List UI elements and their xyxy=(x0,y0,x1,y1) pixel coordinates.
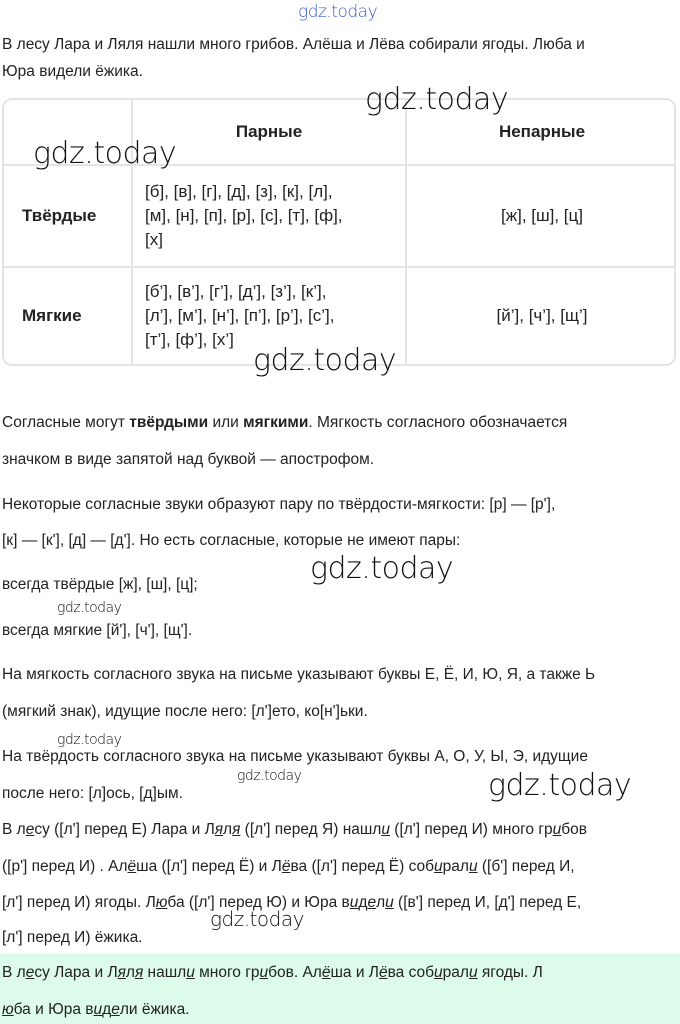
marked-letter: ё xyxy=(378,964,388,981)
text-segment: ша и Л xyxy=(330,964,379,981)
text-line xyxy=(2,748,588,766)
soft-unpaired-cell: [й’], [ч’], [щ’] xyxy=(496,306,588,325)
watermark: gdz.today xyxy=(210,907,304,931)
text-segment: В лесу Лара и Ляля нашли много грибов. Алёша и Лёва собирали ягоды. Люба и xyxy=(2,36,585,53)
text-segment: ягоды. Л xyxy=(477,964,543,981)
text-line xyxy=(2,451,374,469)
text-segment: [л'] перед И) ёжика. xyxy=(2,929,143,946)
hard-unpaired-cell: [ж], [ш], [ц] xyxy=(501,206,583,225)
marked-letter: е xyxy=(25,964,35,981)
bold-text: твёрдыми xyxy=(129,414,209,431)
text-line xyxy=(2,929,143,947)
watermark: gdz.today xyxy=(365,82,509,117)
text-segment: В л xyxy=(2,964,26,981)
text-line xyxy=(2,496,555,514)
text-line xyxy=(2,666,595,684)
marked-letter: и xyxy=(552,821,562,838)
text-segment: всегда твёрдые [ж], [ш], [ц]; xyxy=(2,576,198,593)
text-line xyxy=(2,785,183,803)
text-segment: много гр xyxy=(194,964,260,981)
marked-letter: е xyxy=(367,894,377,911)
text-line xyxy=(2,622,192,640)
text-segment: ва соб xyxy=(387,964,435,981)
text-segment: ([в'] перед И, [д'] перед Е, xyxy=(393,894,582,911)
text-segment: ша ([л'] перед Ё) и Л xyxy=(136,858,282,875)
text-segment: су ([л'] перед Е) Лара и Л xyxy=(34,821,215,838)
text-segment: ли ёжика. xyxy=(119,1001,190,1018)
text-segment: [л'] перед И) ягоды. Л xyxy=(2,894,156,911)
text-segment: ба ([л'] перед Ю) и Юра в xyxy=(167,894,350,911)
text-segment: ([р'] перед И) . Ал xyxy=(2,858,128,875)
text-line: [х] xyxy=(145,230,163,249)
marked-letter: я xyxy=(117,964,126,981)
marked-letter: и xyxy=(349,894,359,911)
text-segment: . Мягкость согласного обозначается xyxy=(308,414,568,431)
text-line: [л’], [м’], [н’], [п’], [р’], [с’], xyxy=(145,306,335,325)
text-line: [б’], [в’], [г’], [д’], [з’], [к’], xyxy=(145,282,327,301)
text-segment: су Лара и Л xyxy=(34,964,118,981)
marked-letter: я xyxy=(134,964,144,981)
watermark: gdz.today xyxy=(298,2,378,22)
text-segment: Некоторые согласные звуки образуют пару по твёрдости-мягкости: [р] — [р'], xyxy=(2,496,556,513)
text-line: [б], [в], [г], [д], [з], [к], [л], xyxy=(145,182,333,201)
bold-text: мягкими xyxy=(243,414,309,431)
marked-letter: и xyxy=(259,964,269,981)
marked-letter: и xyxy=(186,964,195,981)
watermark: gdz.today xyxy=(33,136,177,171)
text-segment: ба и Юра в xyxy=(13,1001,94,1018)
text-line xyxy=(2,63,143,81)
marked-letter: ё xyxy=(281,858,291,875)
marked-letter: и xyxy=(381,821,390,838)
watermark: gdz.today xyxy=(310,551,454,586)
text-segment: ва ([л'] перед Ё) соб xyxy=(290,858,435,875)
text-segment: или xyxy=(208,414,244,431)
text-segment: ([л'] перед Я) нашл xyxy=(240,821,382,838)
watermark: gdz.today xyxy=(57,732,122,748)
text-line xyxy=(2,576,198,594)
text-segment: после него: [л]ось, [д]ым. xyxy=(2,785,183,802)
header-unpaired: Непарные xyxy=(498,122,586,141)
text-segment: д xyxy=(358,894,368,911)
marked-letter: и xyxy=(468,964,478,981)
text-line xyxy=(2,964,543,982)
marked-letter: и xyxy=(468,858,478,875)
text-segment: л xyxy=(125,964,135,981)
text-segment: л xyxy=(376,894,386,911)
text-segment: Юра видели ёжика. xyxy=(2,63,143,80)
text-segment: значком в виде запятой над буквой — апострофом. xyxy=(2,451,375,468)
text-segment: рал xyxy=(442,858,469,875)
marked-letter: ю xyxy=(155,894,168,911)
text-line xyxy=(2,821,587,839)
text-segment: В л xyxy=(2,821,26,838)
text-segment: бов xyxy=(561,821,587,838)
text-segment: нашл xyxy=(143,964,187,981)
text-line: [т’], [ф’], [х’] xyxy=(145,330,234,349)
marked-letter: и xyxy=(93,1001,103,1018)
marked-letter: я xyxy=(214,821,224,838)
watermark: gdz.today xyxy=(57,600,122,616)
text-segment: На мягкость согласного звука на письме указывают буквы Е, Ё, И, Ю, Я, а также Ь xyxy=(2,666,596,683)
hard-paired-cell xyxy=(133,166,405,266)
text-segment: Согласные могут xyxy=(2,414,130,431)
text-segment: На твёрдость согласного звука на письме указывают буквы А, О, У, Ы, Э, идущие xyxy=(2,748,588,765)
text-line xyxy=(2,1001,190,1019)
text-line: [м], [н], [п], [р], [с], [т], [ф], xyxy=(145,206,343,225)
marked-letter: и xyxy=(434,964,443,981)
text-line xyxy=(2,532,460,550)
marked-letter: ю xyxy=(2,1001,14,1018)
marked-letter: ё xyxy=(321,964,331,981)
row-label-hard: Твёрдые xyxy=(22,206,97,225)
text-segment: рал xyxy=(442,964,469,981)
marked-letter: е xyxy=(111,1001,120,1018)
header-paired: Парные xyxy=(235,122,303,141)
text-segment: ([б'] перед И, xyxy=(477,858,575,875)
text-line xyxy=(2,703,368,721)
marked-letter: и xyxy=(385,894,394,911)
text-segment: [к] — [к'], [д] — [д']. Но есть согласные, которые не имеют пары: xyxy=(2,532,461,549)
marked-letter: ё xyxy=(127,858,137,875)
text-segment: всегда мягкие [й'], [ч'], [щ']. xyxy=(2,622,193,639)
marked-letter: и xyxy=(434,858,443,875)
text-segment: бов. Ал xyxy=(268,964,322,981)
marked-letter: е xyxy=(25,821,35,838)
watermark: gdz.today xyxy=(237,768,302,784)
watermark: gdz.today xyxy=(253,343,397,378)
text-segment: д xyxy=(102,1001,112,1018)
text-line xyxy=(2,858,575,876)
text-line xyxy=(2,36,585,54)
watermark: gdz.today xyxy=(488,768,632,803)
text-line xyxy=(2,414,567,432)
marked-letter: я xyxy=(232,821,241,838)
row-label-soft: Мягкие xyxy=(22,306,82,325)
text-segment: (мягкий знак), идущие после него: [л']ето, ко[н']ьки. xyxy=(2,703,368,720)
text-segment: ([л'] перед И) много гр xyxy=(389,821,553,838)
text-segment: л xyxy=(223,821,233,838)
